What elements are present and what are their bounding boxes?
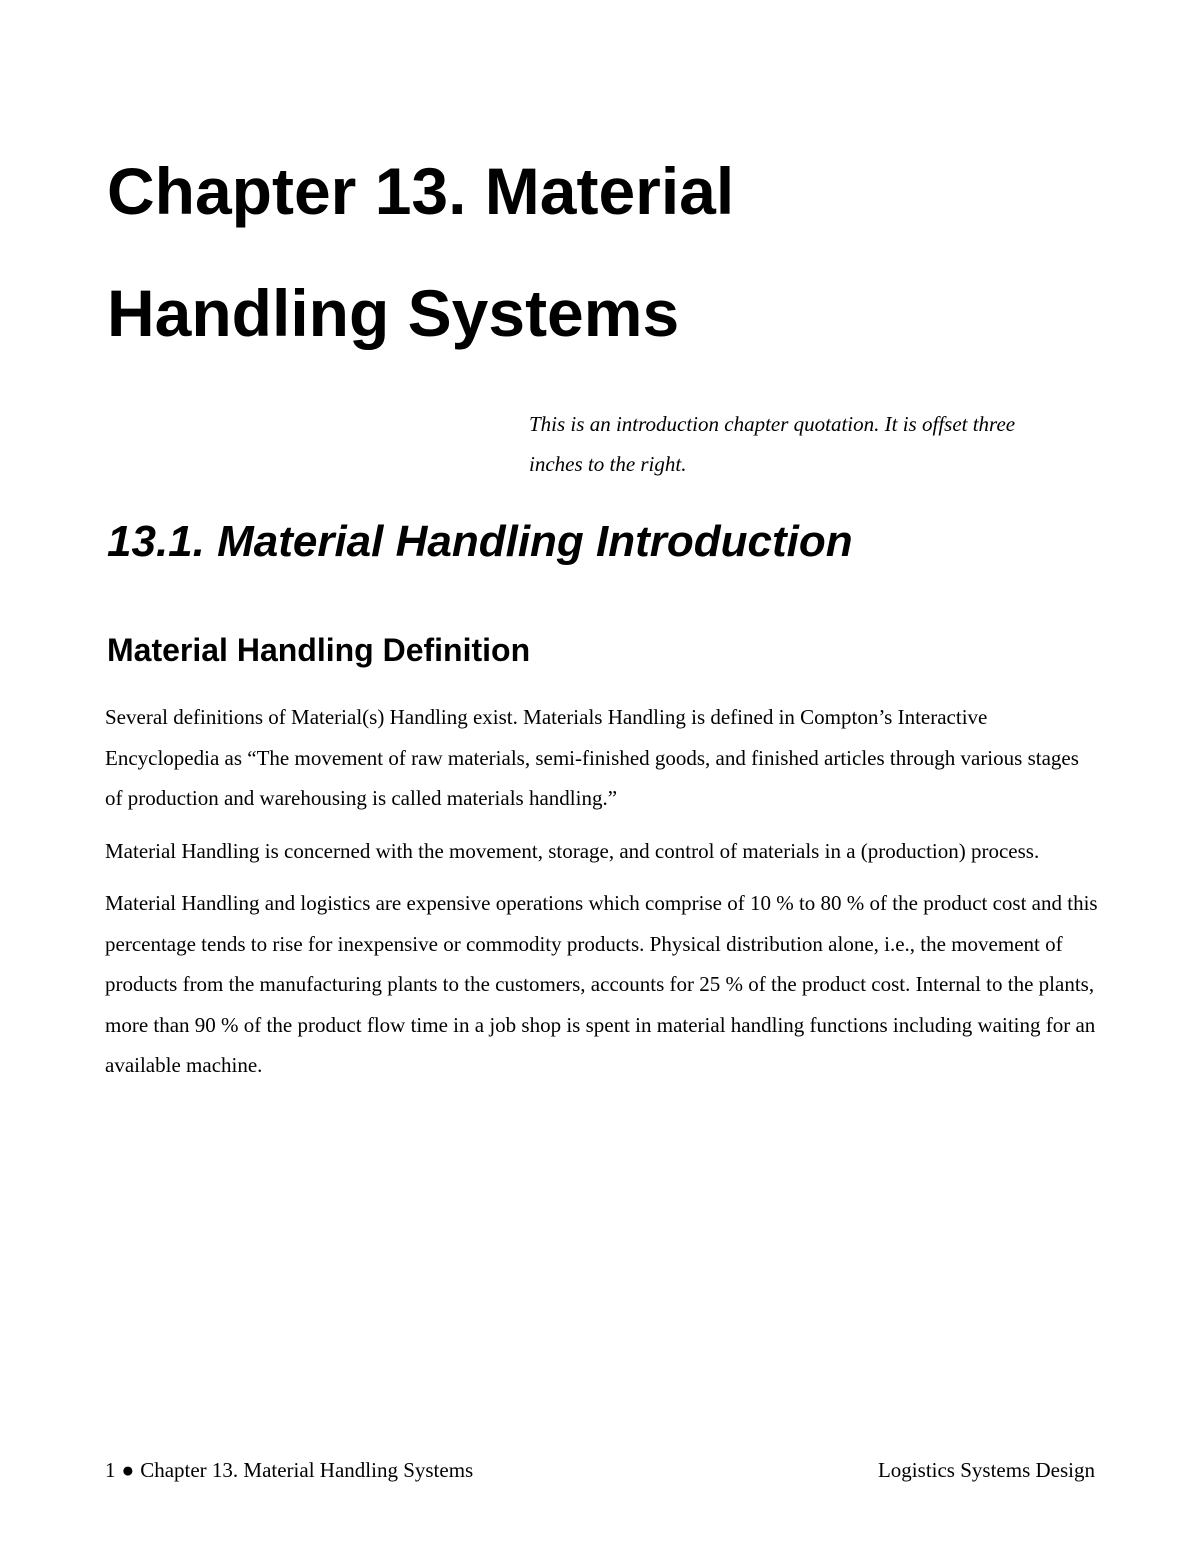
footer-left: [105, 1455, 473, 1485]
page-footer: [105, 1455, 1095, 1485]
chapter-title-line-1: Chapter 13. Material: [107, 154, 735, 228]
chapter-title: [107, 130, 1107, 374]
footer-book-title: Logistics Systems Design: [877, 1458, 1095, 1482]
body-paragraph-2: Material Handling is concerned with the movement, storage, and control of materials in a (production) process.: [105, 838, 1040, 863]
body-paragraph-3: Material Handling and logistics are expensive operations which comprise of 10 % to 80 % of the product cost and this percentage tends to rise for inexpensive or commodity products. Physical distribution alone, i.e., the movement of products from the manufacturing plants to the customers, accounts for 25 % of the product cost. Internal to the plants, more than 90 % of the product flow time in a job shop is spent in material handling functions including waiting for an available machine.: [105, 891, 1098, 1077]
chapter-title-line-2: Handling Systems: [107, 276, 680, 350]
epigraph-line-2: inches to the right.: [529, 452, 687, 476]
body-text: [105, 697, 1100, 1098]
footer-chapter-label: Chapter 13. Material Handling Systems: [140, 1458, 474, 1482]
chapter-epigraph: [529, 404, 1119, 484]
body-paragraph-1: Several definitions of Material(s) Handling exist. Materials Handling is defined in Compton’s Interactive Encyclopedia as “The movement of raw materials, semi-finished goods, and finished articles through various stages of production and warehousing is called materials handling.”: [105, 705, 1079, 810]
subsection-heading: Material Handling Definition: [107, 632, 531, 668]
page-number: 1: [105, 1458, 116, 1482]
bullet-icon: ●: [121, 1458, 135, 1482]
epigraph-line-1: This is an introduction chapter quotation. It is offset three: [529, 412, 1016, 436]
section-heading: 13.1. Material Handling Introduction: [107, 517, 853, 566]
